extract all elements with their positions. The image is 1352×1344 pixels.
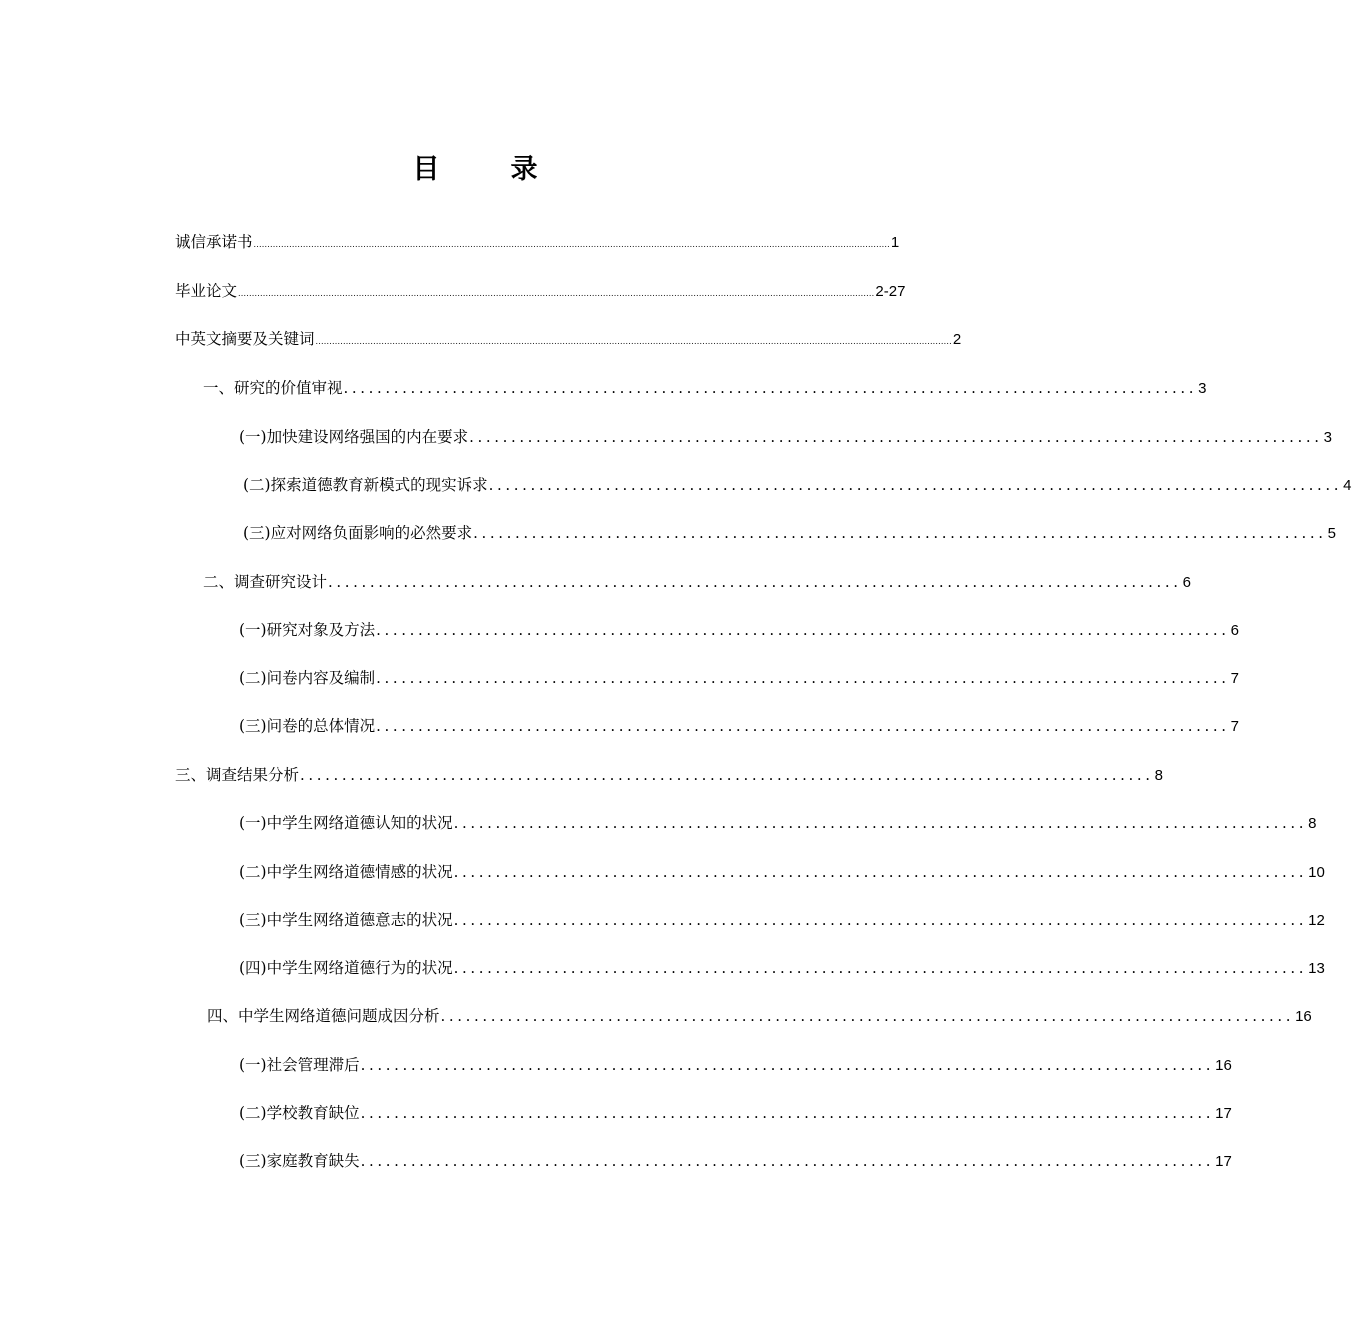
dot-leader: ...................................................................................................... bbox=[376, 717, 1230, 735]
toc-entry-label: (三)问卷的总体情况 bbox=[239, 717, 376, 735]
toc-entry[interactable] bbox=[243, 473, 1352, 497]
toc-title: 目 录 bbox=[412, 154, 560, 185]
toc-entry-label: 三、调查结果分析 bbox=[175, 766, 300, 784]
dot-leader: ...................................................................................................... bbox=[453, 959, 1308, 977]
toc-entry[interactable] bbox=[239, 908, 1325, 932]
dot-leader: ...................................................................................................... bbox=[360, 1152, 1215, 1170]
toc-entry[interactable] bbox=[203, 376, 1207, 400]
dot-leader: ...................................................................................................... bbox=[376, 621, 1230, 639]
toc-entry-page: 3 bbox=[1198, 380, 1207, 397]
toc-entry-page: 3 bbox=[1323, 429, 1332, 446]
toc-entry[interactable] bbox=[175, 279, 906, 303]
toc-entry-page: 16 bbox=[1215, 1057, 1232, 1074]
toc-entry[interactable] bbox=[239, 811, 1317, 835]
toc-entry[interactable] bbox=[175, 230, 900, 254]
toc-entry-label: 一、研究的价值审视 bbox=[203, 379, 343, 397]
toc-entry-label: (一)研究对象及方法 bbox=[239, 621, 376, 639]
dot-leader: ...................................................................................................... bbox=[469, 428, 1323, 446]
toc-entry-label: (四)中学生网络道德行为的状况 bbox=[239, 959, 453, 977]
toc-entry[interactable] bbox=[239, 618, 1239, 642]
toc-entry-label: 毕业论文 bbox=[175, 282, 238, 300]
toc-entry-label: 四、中学生网络道德问题成因分析 bbox=[207, 1007, 440, 1025]
toc-entry-page: 13 bbox=[1308, 960, 1325, 977]
toc-entry-page: 8 bbox=[1308, 815, 1317, 832]
toc-entry[interactable] bbox=[239, 860, 1325, 884]
toc-entry-label: 二、调查研究设计 bbox=[203, 573, 328, 591]
toc-entry[interactable] bbox=[243, 521, 1336, 545]
toc-entry[interactable] bbox=[203, 570, 1191, 594]
toc-entry[interactable] bbox=[239, 666, 1239, 690]
toc-entry-page: 2-27 bbox=[875, 283, 906, 300]
toc-entry-page: 5 bbox=[1327, 525, 1336, 542]
toc-entry[interactable] bbox=[175, 327, 962, 351]
dot-leader: ........................................................................................................................................................................................................................................ bbox=[315, 337, 952, 346]
toc-entry[interactable] bbox=[175, 763, 1163, 787]
toc-entry-label: (一)社会管理滞后 bbox=[239, 1056, 360, 1074]
toc-entry[interactable] bbox=[239, 1149, 1232, 1173]
toc-entry-label: (三)中学生网络道德意志的状况 bbox=[239, 911, 453, 929]
dot-leader: ...................................................................................................... bbox=[453, 863, 1308, 881]
toc-entry-label: (二)问卷内容及编制 bbox=[239, 669, 376, 687]
dot-leader: ...................................................................................................... bbox=[473, 524, 1327, 542]
dot-leader: ...................................................................................................... bbox=[300, 766, 1154, 784]
toc-entry-label: (二)探索道德教育新模式的现实诉求 bbox=[243, 476, 488, 494]
toc-entry-page: 4 bbox=[1343, 477, 1352, 494]
toc-entry-label: (二)学校教育缺位 bbox=[239, 1104, 360, 1122]
toc-entry[interactable] bbox=[239, 714, 1239, 738]
dot-leader: ...................................................................................................... bbox=[453, 814, 1308, 832]
dot-leader: ...................................................................................................... bbox=[453, 911, 1308, 929]
toc-entry-label: (三)应对网络负面影响的必然要求 bbox=[243, 524, 473, 542]
toc-entry-label: (三)家庭教育缺失 bbox=[239, 1152, 360, 1170]
toc-entry-label: 中英文摘要及关键词 bbox=[175, 330, 315, 348]
dot-leader: ...................................................................................................... bbox=[360, 1056, 1215, 1074]
dot-leader: ...................................................................................................... bbox=[440, 1007, 1295, 1025]
dot-leader: ...................................................................................................... bbox=[360, 1104, 1215, 1122]
toc-entry[interactable] bbox=[239, 425, 1332, 449]
toc-entry[interactable] bbox=[239, 1053, 1232, 1077]
toc-entry-label: (一)加快建设网络强国的内在要求 bbox=[239, 428, 469, 446]
toc-entry[interactable] bbox=[239, 1101, 1232, 1125]
dot-leader: ...................................................................................................... bbox=[343, 379, 1198, 397]
dot-leader: ...................................................................................................... bbox=[328, 573, 1182, 591]
toc-entry-page: 2 bbox=[952, 331, 962, 348]
toc-entry-page: 16 bbox=[1295, 1008, 1312, 1025]
toc-entry-page: 6 bbox=[1230, 622, 1239, 639]
toc-entry-page: 17 bbox=[1215, 1153, 1232, 1170]
toc-entry-page: 17 bbox=[1215, 1105, 1232, 1122]
toc-entry-page: 10 bbox=[1308, 864, 1325, 881]
toc-entry-page: 1 bbox=[890, 234, 900, 251]
dot-leader: ...................................................................................................... bbox=[376, 669, 1230, 687]
dot-leader: ........................................................................................................................................................................................................................................ bbox=[253, 240, 890, 249]
dot-leader: ...................................................................................................... bbox=[488, 476, 1343, 494]
toc-entry-page: 6 bbox=[1182, 574, 1191, 591]
toc-entry-page: 8 bbox=[1154, 767, 1163, 784]
toc-entry-label: 诚信承诺书 bbox=[175, 233, 253, 251]
toc-entry-label: (二)中学生网络道德情感的状况 bbox=[239, 863, 453, 881]
toc-entry-page: 7 bbox=[1230, 718, 1239, 735]
toc-entry[interactable] bbox=[207, 1004, 1312, 1028]
toc-entry[interactable] bbox=[239, 956, 1325, 980]
toc-entry-page: 7 bbox=[1230, 670, 1239, 687]
dot-leader: ........................................................................................................................................................................................................................................ bbox=[238, 289, 875, 298]
toc-entry-page: 12 bbox=[1308, 912, 1325, 929]
toc-entry-label: (一)中学生网络道德认知的状况 bbox=[239, 814, 453, 832]
